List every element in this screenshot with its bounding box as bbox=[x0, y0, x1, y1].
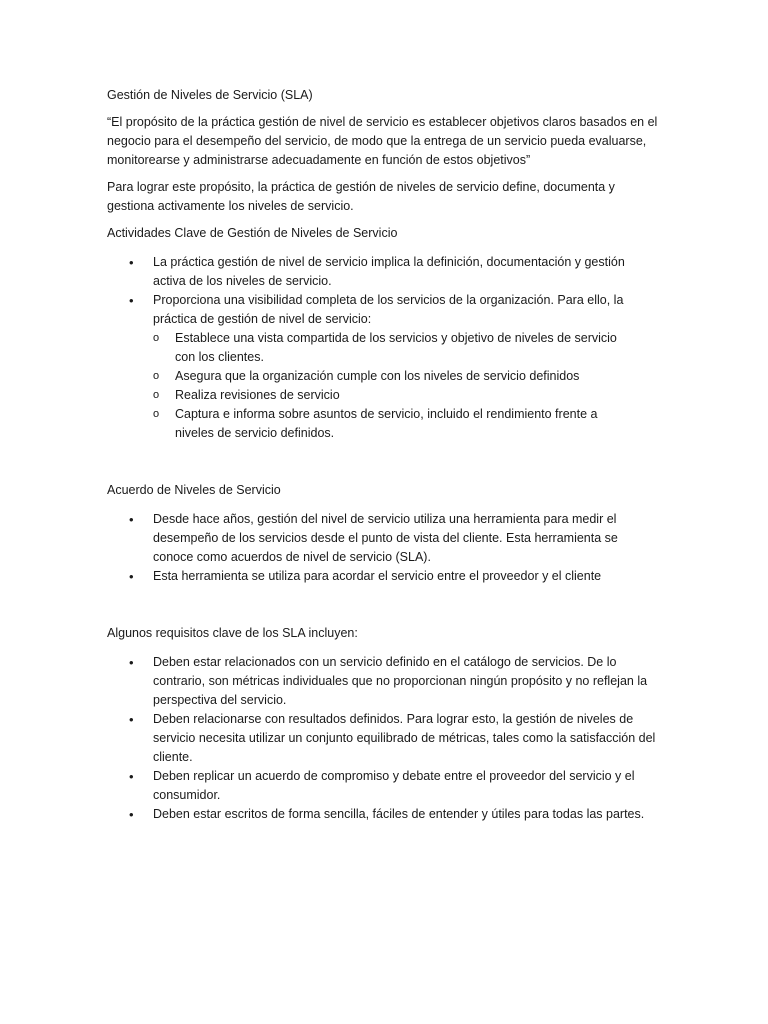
sub-list-item-text: Realiza revisiones de servicio bbox=[175, 388, 340, 402]
list-item bbox=[107, 653, 667, 710]
list-item bbox=[107, 510, 629, 567]
list-item bbox=[107, 805, 667, 824]
list-item-text: Desde hace años, gestión del nivel de servicio utiliza una herramienta para medir el desempeño de los servicios desde el punto de vista del cliente. Esta herramienta se conoce como acuerdos de nivel de servicio (SLA). bbox=[153, 512, 618, 564]
sub-list-item bbox=[153, 405, 639, 443]
bullet-marker: • bbox=[129, 769, 134, 784]
list-item-text: Deben relacionarse con resultados definidos. Para lograr esto, la gestión de niveles de servicio necesita utilizar un conjunto equilibrado de métricas, tales como la satisfacción del cliente. bbox=[153, 712, 656, 764]
section-heading-actividades: Actividades Clave de Gestión de Niveles de Servicio bbox=[107, 226, 398, 240]
actividades-list bbox=[107, 253, 667, 443]
sub-list-item bbox=[153, 329, 639, 367]
list-item-text: Deben replicar un acuerdo de compromiso y debate entre el proveedor del servicio y el consumidor. bbox=[153, 769, 635, 802]
list-item-text: La práctica gestión de nivel de servicio implica la definición, documentación y gestión activa de los niveles de servicio. bbox=[153, 255, 625, 288]
bullet-marker: • bbox=[129, 512, 134, 527]
list-item bbox=[107, 291, 637, 443]
list-item bbox=[107, 567, 629, 586]
acuerdo-list bbox=[107, 510, 667, 586]
list-item-text: Deben estar relacionados con un servicio definido en el catálogo de servicios. De lo contrario, son métricas individuales que no proporcionan ningún propósito y no reflejan la perspectiva del servicio. bbox=[153, 655, 648, 707]
purpose-quote: “El propósito de la práctica gestión de nivel de servicio es establecer objetivos claros basados en el negocio para el desempeño del servicio, de modo que la entrega de un servicio pueda evaluarse, monitorearse y administrarse adecuadamente en función de estos objetivos” bbox=[107, 115, 658, 167]
list-item-text: Proporciona una visibilidad completa de los servicios de la organización. Para ello, la práctica de gestión de nivel de servicio: bbox=[153, 293, 624, 326]
bullet-marker: • bbox=[129, 655, 134, 670]
bullet-marker: • bbox=[129, 807, 134, 822]
sub-list bbox=[153, 329, 639, 443]
bullet-marker: • bbox=[129, 255, 134, 270]
sub-list-item bbox=[153, 386, 639, 405]
section-heading-requisitos: Algunos requisitos clave de los SLA incluyen: bbox=[107, 626, 358, 640]
sub-list-item-text: Asegura que la organización cumple con los niveles de servicio definidos bbox=[175, 369, 580, 383]
list-item bbox=[107, 253, 637, 291]
bullet-marker: • bbox=[129, 293, 134, 308]
list-item bbox=[107, 767, 667, 805]
sub-list-item bbox=[153, 367, 639, 386]
list-item bbox=[107, 710, 667, 767]
list-item-text: Deben estar escritos de forma sencilla, fáciles de entender y útiles para todas las partes. bbox=[153, 807, 645, 821]
requisitos-list bbox=[107, 653, 667, 824]
section-heading-acuerdo: Acuerdo de Niveles de Servicio bbox=[107, 483, 281, 497]
sub-bullet-marker: o bbox=[153, 332, 160, 344]
document-page bbox=[107, 86, 667, 824]
document-title: Gestión de Niveles de Servicio (SLA) bbox=[107, 88, 313, 102]
bullet-marker: • bbox=[129, 569, 134, 584]
intro-paragraph: Para lograr este propósito, la práctica de gestión de niveles de servicio define, documenta y gestiona activamente los niveles de servicio. bbox=[107, 180, 615, 213]
sub-bullet-marker: o bbox=[153, 408, 160, 420]
bullet-marker: • bbox=[129, 712, 134, 727]
sub-list-item-text: Establece una vista compartida de los servicios y objetivo de niveles de servicio con los clientes. bbox=[175, 331, 617, 364]
sub-list-item-text: Captura e informa sobre asuntos de servicio, incluido el rendimiento frente a niveles de servicio definidos. bbox=[175, 407, 598, 440]
list-item-text: Esta herramienta se utiliza para acordar el servicio entre el proveedor y el cliente bbox=[153, 569, 602, 583]
sub-bullet-marker: o bbox=[153, 389, 160, 401]
sub-bullet-marker: o bbox=[153, 370, 160, 382]
